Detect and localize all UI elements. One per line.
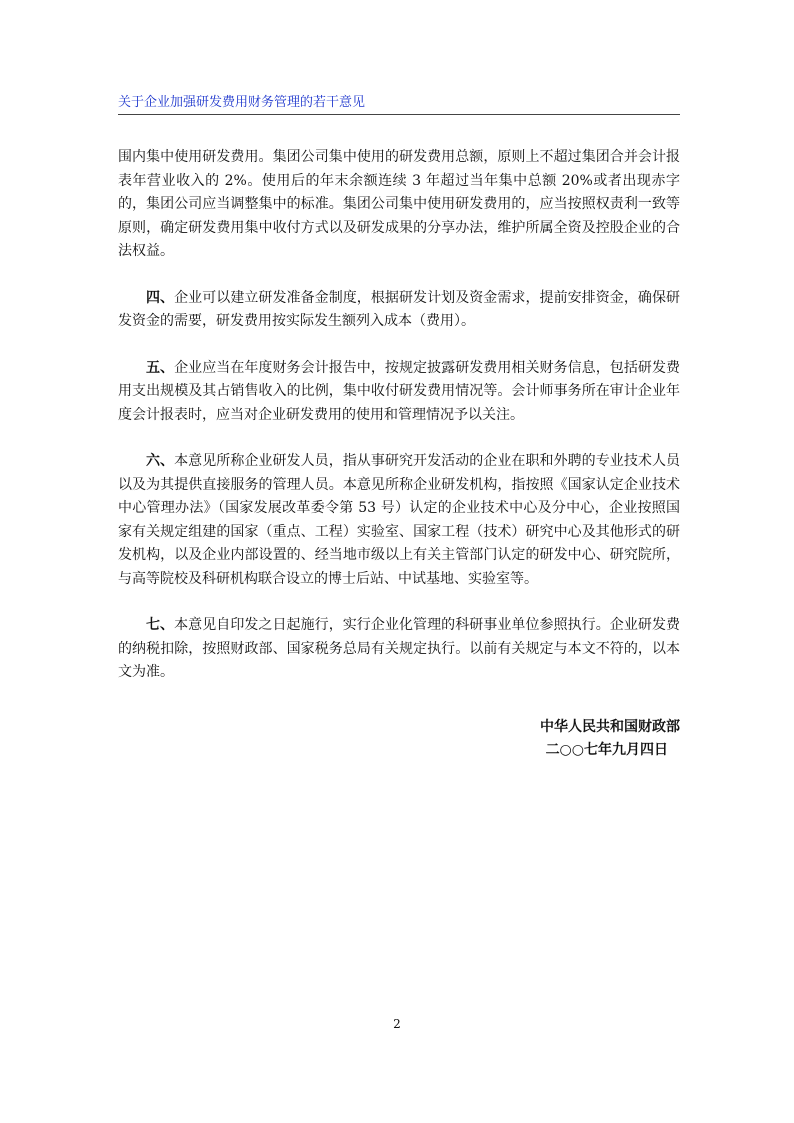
document-body — [118, 146, 680, 708]
header-title: 关于企业加强研发费用财务管理的若干意见 — [118, 95, 366, 110]
running-header — [118, 94, 680, 115]
paragraph-lead: 四、 — [146, 289, 175, 306]
signature-organization: 中华人民共和国财政部 — [540, 719, 680, 735]
signature-date: 二○○七年九月四日 — [545, 742, 668, 758]
signature-block — [480, 716, 680, 762]
paragraph-item-6 — [118, 450, 680, 591]
paragraph-text: 围内集中使用研发费用。集团公司集中使用的研发费用总额，原则上不超过集团合并会计报表年营业收入的 2%。使用后的年末余额连续 3 年超过当年集中总额 20%或者出现赤字的，集团公司应当调整集中的标准。集团公司集中使用研发费用的，应当按照权责利一致等原则，确定研发费用集中收付方式以及研发成果的分享办法，维护所属全资及控股企业的合法权益。 — [118, 149, 680, 259]
page-number: 2 — [393, 1017, 401, 1031]
paragraph-text: 本意见所称企业研发人员，指从事研究开发活动的企业在职和外聘的专业技术人员以及为其提供直接服务的管理人员。本意见所称企业研发机构，指按照《国家认定企业技术中心管理办法》（国家发展改革委令第 53 号）认定的企业技术中心及分中心，企业按照国家有关规定组建的国家（重点、工程）实验室、国家工程（技术）研究中心及其他形式的研发机构，以及企业内部设置的、经当地市级以上有关主管部门认定的研发中心、研究院所，与高等院校及科研机构联合设立的博士后站、中试基地、实验室等。 — [118, 453, 680, 587]
paragraph-text: 企业应当在年度财务会计报告中，按规定披露研发费用相关财务信息，包括研发费用支出规模及其占销售收入的比例，集中收付研发费用情况等。会计师事务所在审计企业年度会计报表时，应当对企业研发费用的使用和管理情况予以关注。 — [118, 359, 680, 423]
paragraph-lead: 五、 — [146, 359, 175, 376]
paragraph-item-5 — [118, 357, 680, 428]
paragraph-item-7 — [118, 614, 680, 685]
paragraph-text: 本意见自印发之日起施行，实行企业化管理的科研事业单位参照执行。企业研发费的纳税扣除，按照财政部、国家税务总局有关规定执行。以前有关规定与本文不符的，以本文为准。 — [118, 617, 680, 680]
paragraph-text: 企业可以建立研发准备金制度，根据研发计划及资金需求，提前安排资金，确保研发资金的需要，研发费用按实际发生额列入成本（费用）。 — [118, 289, 680, 329]
paragraph-lead: 六、 — [146, 453, 175, 469]
paragraph-continuation — [118, 146, 680, 264]
paragraph-lead: 七、 — [146, 617, 175, 633]
paragraph-item-4 — [118, 287, 680, 334]
